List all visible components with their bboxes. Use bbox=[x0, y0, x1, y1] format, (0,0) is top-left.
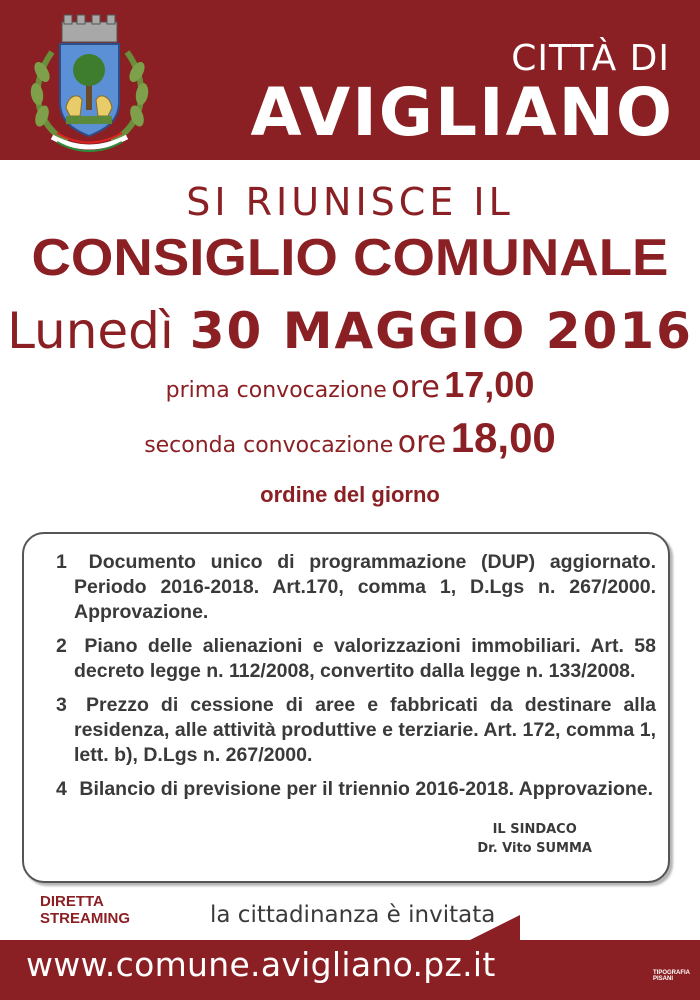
avigliano-coat-of-arms-icon bbox=[22, 12, 157, 157]
signature-name: Dr. Vito SUMMA bbox=[477, 841, 592, 856]
agenda-item-text: Piano delle alienazioni e valorizzazioni immobiliari. Art. 58 decreto legge n. 112/2008, convertito dalla legge n. 133/2008. bbox=[74, 635, 656, 682]
invitation-text: la cittadinanza è invitata bbox=[210, 902, 496, 928]
mayor-signature bbox=[477, 820, 592, 858]
meeting-day: Lunedì bbox=[7, 302, 174, 360]
meeting-date: 30 MAGGIO 2016 bbox=[189, 302, 693, 360]
agenda-item-number: 4 bbox=[56, 778, 67, 800]
header-pre-title: CITTÀ DI bbox=[511, 38, 670, 79]
agenda-item-number: 2 bbox=[56, 635, 67, 657]
agenda-item-number: 3 bbox=[56, 694, 67, 716]
date-line bbox=[0, 302, 700, 360]
intro-line: SI RIUNISCE IL bbox=[186, 180, 514, 224]
agenda-item-text: Bilancio di previsione per il triennio 2016-2018. Approvazione. bbox=[79, 778, 654, 800]
convocation-ore: ore bbox=[397, 425, 447, 460]
printer-line-1: TIPOGRAFIA bbox=[653, 970, 690, 976]
second-convocation bbox=[0, 414, 700, 462]
streaming-line-1: DIRETTA bbox=[40, 893, 104, 910]
agenda-item-text: Prezzo di cessione di aree e fabbricati da destinare alla residenza, alle attività produttive e terziarie. Art. 172, comma 1, lett. b), D.Lgs n. 267/2000. bbox=[74, 694, 656, 766]
website-link[interactable]: www.comune.avigliano.pz.it bbox=[26, 945, 496, 984]
agenda-item bbox=[56, 634, 656, 684]
first-convocation bbox=[0, 364, 700, 406]
city-name: AVIGLIANO bbox=[250, 74, 674, 151]
streaming-line-2: STREAMING bbox=[40, 910, 130, 927]
agenda-box bbox=[22, 532, 670, 883]
printer-line-2: PISANI bbox=[653, 976, 674, 982]
convocation-label: prima convocazione bbox=[165, 378, 387, 403]
agenda-title: ordine del giorno bbox=[260, 482, 440, 507]
agenda-item-text: Documento unico di programmazione (DUP) aggiornato. Periodo 2016-2018. Art.170, comma 1, D.Lgs n. 267/2000. Approvazione. bbox=[74, 551, 656, 623]
agenda-item bbox=[56, 550, 656, 625]
agenda-item bbox=[56, 777, 656, 802]
convocation-time: 17,00 bbox=[444, 364, 535, 405]
agenda-list bbox=[56, 550, 656, 811]
convocation-label: seconda convocazione bbox=[144, 433, 394, 458]
agenda-item-number: 1 bbox=[56, 551, 67, 573]
printer-credit bbox=[653, 970, 690, 982]
agenda-item bbox=[56, 693, 656, 768]
convocation-ore: ore bbox=[391, 370, 440, 405]
convocation-time: 18,00 bbox=[450, 414, 556, 461]
council-title: CONSIGLIO COMUNALE bbox=[31, 229, 669, 287]
signature-role: IL SINDACO bbox=[492, 822, 577, 837]
